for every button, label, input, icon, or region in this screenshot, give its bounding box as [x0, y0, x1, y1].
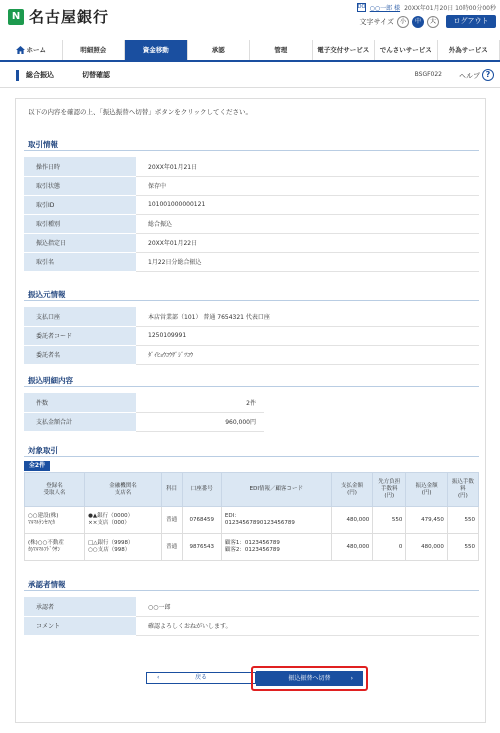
nav-e-delivery[interactable]: 電子交付サービス: [313, 40, 376, 60]
bank-cell: [85, 534, 162, 561]
field-value: 960,000円: [136, 412, 264, 431]
column-header: [447, 473, 478, 507]
bank-cell: [85, 507, 162, 534]
column-header-label: 口座番号: [190, 486, 213, 492]
header: [0, 0, 500, 40]
user-info: [357, 3, 496, 12]
nav-approval[interactable]: 承認: [188, 40, 251, 60]
back-button[interactable]: [146, 672, 256, 684]
field-value: 確認よろしくおねがいします。: [136, 616, 479, 635]
column-header-label: EDI情報／顧客コード: [249, 486, 303, 492]
field-value: 101001000000121: [136, 195, 479, 214]
payee-fee: 550: [373, 507, 406, 534]
field-label: 操作日時: [24, 157, 136, 176]
field-value: 20XX年01月21日: [136, 157, 479, 176]
bank-logo[interactable]: [8, 6, 109, 27]
nav-label: ホーム: [26, 46, 46, 54]
column-header-label: 振込手数 料 (円): [451, 479, 474, 499]
page-header: [0, 62, 500, 88]
title-accent: [16, 70, 19, 81]
field-label: コメント: [24, 616, 136, 635]
font-size-small-button[interactable]: 小: [397, 16, 409, 28]
back-button-label: 戻る: [194, 674, 207, 681]
instruction-text: 以下の内容を確認の上、「振込振替へ切替」ボタンをクリックしてください。: [28, 108, 252, 116]
column-header-label: 金融機関名 支店名: [109, 482, 137, 496]
source-table: [24, 307, 479, 365]
font-size-medium-button[interactable]: 中: [412, 16, 424, 28]
main-content: [15, 98, 486, 723]
edi-line: 顧客1：0123456789: [224, 540, 280, 546]
column-header: [406, 473, 447, 507]
switch-button-highlight: [251, 666, 368, 691]
field-value: 2件: [136, 393, 264, 412]
edi-line: 顧客2：0123456789: [224, 547, 280, 553]
edi-cell: [221, 507, 331, 534]
table-header-row: [25, 473, 479, 507]
bank-name: □△銀行（9998）: [88, 540, 134, 546]
section-title: 振込元情報: [24, 289, 479, 301]
field-label: 振込指定日: [24, 233, 136, 252]
column-header: [25, 473, 85, 507]
nav-fund-transfer[interactable]: 資金移動: [125, 40, 188, 60]
nav-densai[interactable]: でんさいサービス: [375, 40, 438, 60]
transfer-amount: 480,000: [406, 534, 447, 561]
transfer-amount: 479,450: [406, 507, 447, 534]
branch-name: ××支店（000）: [88, 520, 130, 526]
user-icon: DO: [357, 4, 366, 10]
field-value: 総合振込: [136, 214, 479, 233]
column-header: [161, 473, 182, 507]
nav-forex[interactable]: 外為サービス: [438, 40, 500, 60]
transfer-fee: 550: [447, 534, 478, 561]
chevron-right-icon: ›: [350, 675, 353, 682]
field-value: 20XX年01月22日: [136, 233, 479, 252]
column-header: [182, 473, 221, 507]
summary-section: [24, 375, 479, 432]
transaction-table: [24, 157, 479, 272]
edi-cell: [221, 534, 331, 561]
field-value: 保存中: [136, 176, 479, 195]
approver-table: [24, 597, 479, 636]
screen-code: BSGF022: [414, 71, 442, 78]
source-section: [24, 289, 479, 365]
payment-amount: 480,000: [331, 507, 372, 534]
user-name[interactable]: ○○一郎 様: [369, 5, 401, 12]
account-number: 0768459: [182, 507, 221, 534]
page-title: 総合振込: [26, 71, 54, 79]
switch-button-label: 振込振替へ切替: [288, 675, 331, 682]
logout-button[interactable]: ログアウト: [446, 15, 496, 28]
payee-cell: [25, 534, 85, 561]
field-value: ﾀﾞｲﾋｮｳｺｳｻﾞｼﾞﾂｺｳ: [136, 345, 479, 364]
transfer-fee: 550: [447, 507, 478, 534]
field-label: 取引ID: [24, 195, 136, 214]
targets-table: [24, 472, 479, 561]
field-label: 委託者コード: [24, 326, 136, 345]
branch-name: ○○支店（998）: [88, 547, 131, 553]
field-label: 支払金額合計: [24, 412, 136, 431]
field-label: 取引種別: [24, 214, 136, 233]
edi-line: 01234567890123456789: [224, 520, 295, 526]
payee-kana: ﾏﾙﾏﾙｹﾝｾﾂ(ｶ: [28, 520, 55, 526]
font-size-label: 文字サイズ: [359, 17, 394, 26]
column-header: [85, 473, 162, 507]
field-value: 本店営業部（101） 普通 7654321 代表口座: [136, 307, 479, 326]
field-label: 件数: [24, 393, 136, 412]
page-subtitle: 切替確認: [82, 71, 110, 79]
column-header: [221, 473, 331, 507]
approver-section: [24, 579, 479, 636]
last-login: 20XX年01月20日 10時00分00秒: [404, 5, 496, 12]
count-badge: 全2件: [24, 461, 50, 471]
column-header-label: 先方負担 手数料 (円): [378, 479, 401, 499]
field-value: 1250109991: [136, 326, 479, 345]
transaction-section: [24, 139, 479, 272]
field-label: 取引名: [24, 252, 136, 271]
column-header: [373, 473, 406, 507]
field-label: 取引状態: [24, 176, 136, 195]
table-row: [25, 507, 479, 534]
help-link[interactable]: ヘルプ: [459, 72, 480, 80]
switch-to-transfer-button[interactable]: [256, 671, 363, 686]
payment-amount: 480,000: [331, 534, 372, 561]
payee-fee: 0: [373, 534, 406, 561]
field-value: 1月22日分総合振込: [136, 252, 479, 271]
summary-table: [24, 393, 264, 432]
payee-cell: [25, 507, 85, 534]
font-size-control: [360, 15, 496, 28]
table-row: [25, 534, 479, 561]
field-label: 支払口座: [24, 307, 136, 326]
column-header-label: 支払金額 (円): [340, 482, 363, 496]
bank-name: 名古屋銀行: [29, 8, 110, 26]
column-header-label: 振込金額 (円): [415, 482, 438, 496]
chevron-left-icon: ‹: [157, 674, 160, 681]
account-type: 普通: [161, 507, 182, 534]
logo-mark-icon: N: [8, 9, 24, 25]
account-number: 9876543: [182, 534, 221, 561]
bank-name: ●▲銀行（0000）: [88, 513, 134, 519]
field-label: 承認者: [24, 597, 136, 616]
nav-management[interactable]: 管理: [250, 40, 313, 60]
nav-statements[interactable]: 明細照会: [63, 40, 126, 60]
field-value: ○○一郎: [136, 597, 479, 616]
section-title: 振込明細内容: [24, 375, 479, 387]
payee-name: (株)○○不動産: [28, 540, 64, 546]
global-nav: [0, 40, 500, 62]
field-label: 委託者名: [24, 345, 136, 364]
font-size-large-button[interactable]: 大: [427, 16, 439, 28]
section-title: 承認者情報: [24, 579, 479, 591]
section-title: 対象取引: [24, 445, 479, 457]
targets-section: [24, 445, 479, 561]
column-header-label: 登録名 受取人名: [43, 482, 66, 496]
nav-home[interactable]: [0, 40, 63, 60]
edi-line: EDI：: [224, 513, 240, 519]
section-title: 取引情報: [24, 139, 479, 151]
help-icon[interactable]: ?: [482, 69, 494, 81]
payee-name: ○○建設(株): [28, 513, 59, 519]
column-header: [331, 473, 372, 507]
payee-kana: ｶ)ﾏﾙﾏﾙﾌﾄﾞｳｻﾝ: [28, 547, 61, 553]
column-header-label: 科目: [166, 486, 178, 492]
account-type: 普通: [161, 534, 182, 561]
home-icon: [16, 46, 25, 54]
